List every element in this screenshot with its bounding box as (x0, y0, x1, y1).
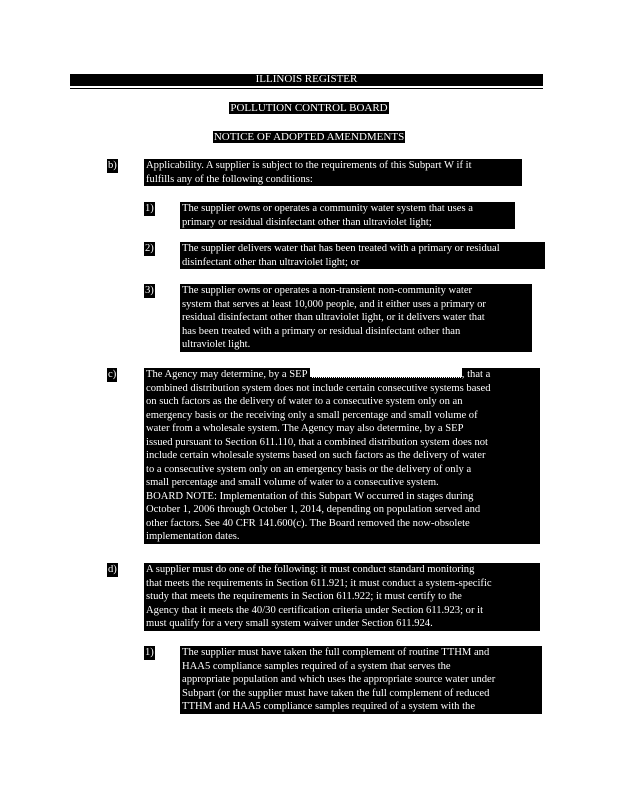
section-d-item-1-label: 1) (145, 647, 154, 658)
section-b-item-1-label: 1) (145, 203, 154, 214)
section-c-text: The Agency may determine, by a SEP , that a combined distribution system does not include certain consecutive systems based on such factors as the delivery of water to a consecutive system only on an emergency basis or the receiving only a small percentage and small volume of water from a wholesale system. The Agency may also determine, by a SEP issued pursuant to Section 611.110, that a combined distribution system does not include certain wholesale systems based on such factors as the delivery of water to a consecutive system only on an emergency basis or the delivery of only a small percentage and small volume of water to a consecutive system. BOARD NOTE: Implementation of this Subpart W occurred in stages during October 1, 2006 through October 1, 2014, depending on population served and other factors. See 40 CFR 141.600(c). The Board removed the now-obsolete implementation dates. (144, 368, 540, 544)
header-rule (70, 88, 543, 89)
section-b-text: Applicability. A supplier is subject to the requirements of this Subpart W if it fulfills any of the following conditions: (144, 159, 522, 186)
section-b-item-2-text: The supplier delivers water that has been treated with a primary or residual disinfectant other than ultraviolet light; or (180, 242, 545, 269)
section-d-text: A supplier must do one of the following: it must conduct standard monitoring that meets the requirements in Section 611.921; it must conduct a system-specific study that meets the requirements in Section 611.922; it must certify to the Agency that it meets the 40/30 certification criteria under Section 611.923; or it must qualify for a very small system waiver under Section 611.924. (144, 563, 540, 631)
section-b-label: b) (108, 160, 117, 171)
notice-title: NOTICE OF ADOPTED AMENDMENTS (213, 131, 405, 143)
board-title: POLLUTION CONTROL BOARD (230, 102, 388, 114)
section-b-item-3-label: 3) (145, 285, 154, 296)
section-b-item-3-text: The supplier owns or operates a non-transient non-community water system that serves at least 10,000 people, and it either uses a primary or residual disinfectant other than ultraviolet light, or it delivers water that has been treated with a primary or residual disinfectant other than ultraviolet light. (180, 284, 532, 352)
register-header-bar (70, 74, 543, 86)
section-b-item-1-text: The supplier owns or operates a community water system that uses a primary or residual disinfectant other than ultraviolet light; (180, 202, 515, 229)
section-b-item-2-label: 2) (145, 243, 154, 254)
section-c-label: c) (108, 369, 117, 380)
redacted-text (310, 368, 462, 378)
section-d-label: d) (108, 564, 117, 575)
section-d-item-1-text: The supplier must have taken the full complement of routine TTHM and HAA5 compliance samples required of a system that serves the appropriate population and which uses the appropriate source water under Subpart (or the supplier must have taken the full complement of reduced TTHM and HAA5 compliance samples required of a system with the (180, 646, 542, 714)
register-title: ILLINOIS REGISTER (255, 73, 358, 85)
